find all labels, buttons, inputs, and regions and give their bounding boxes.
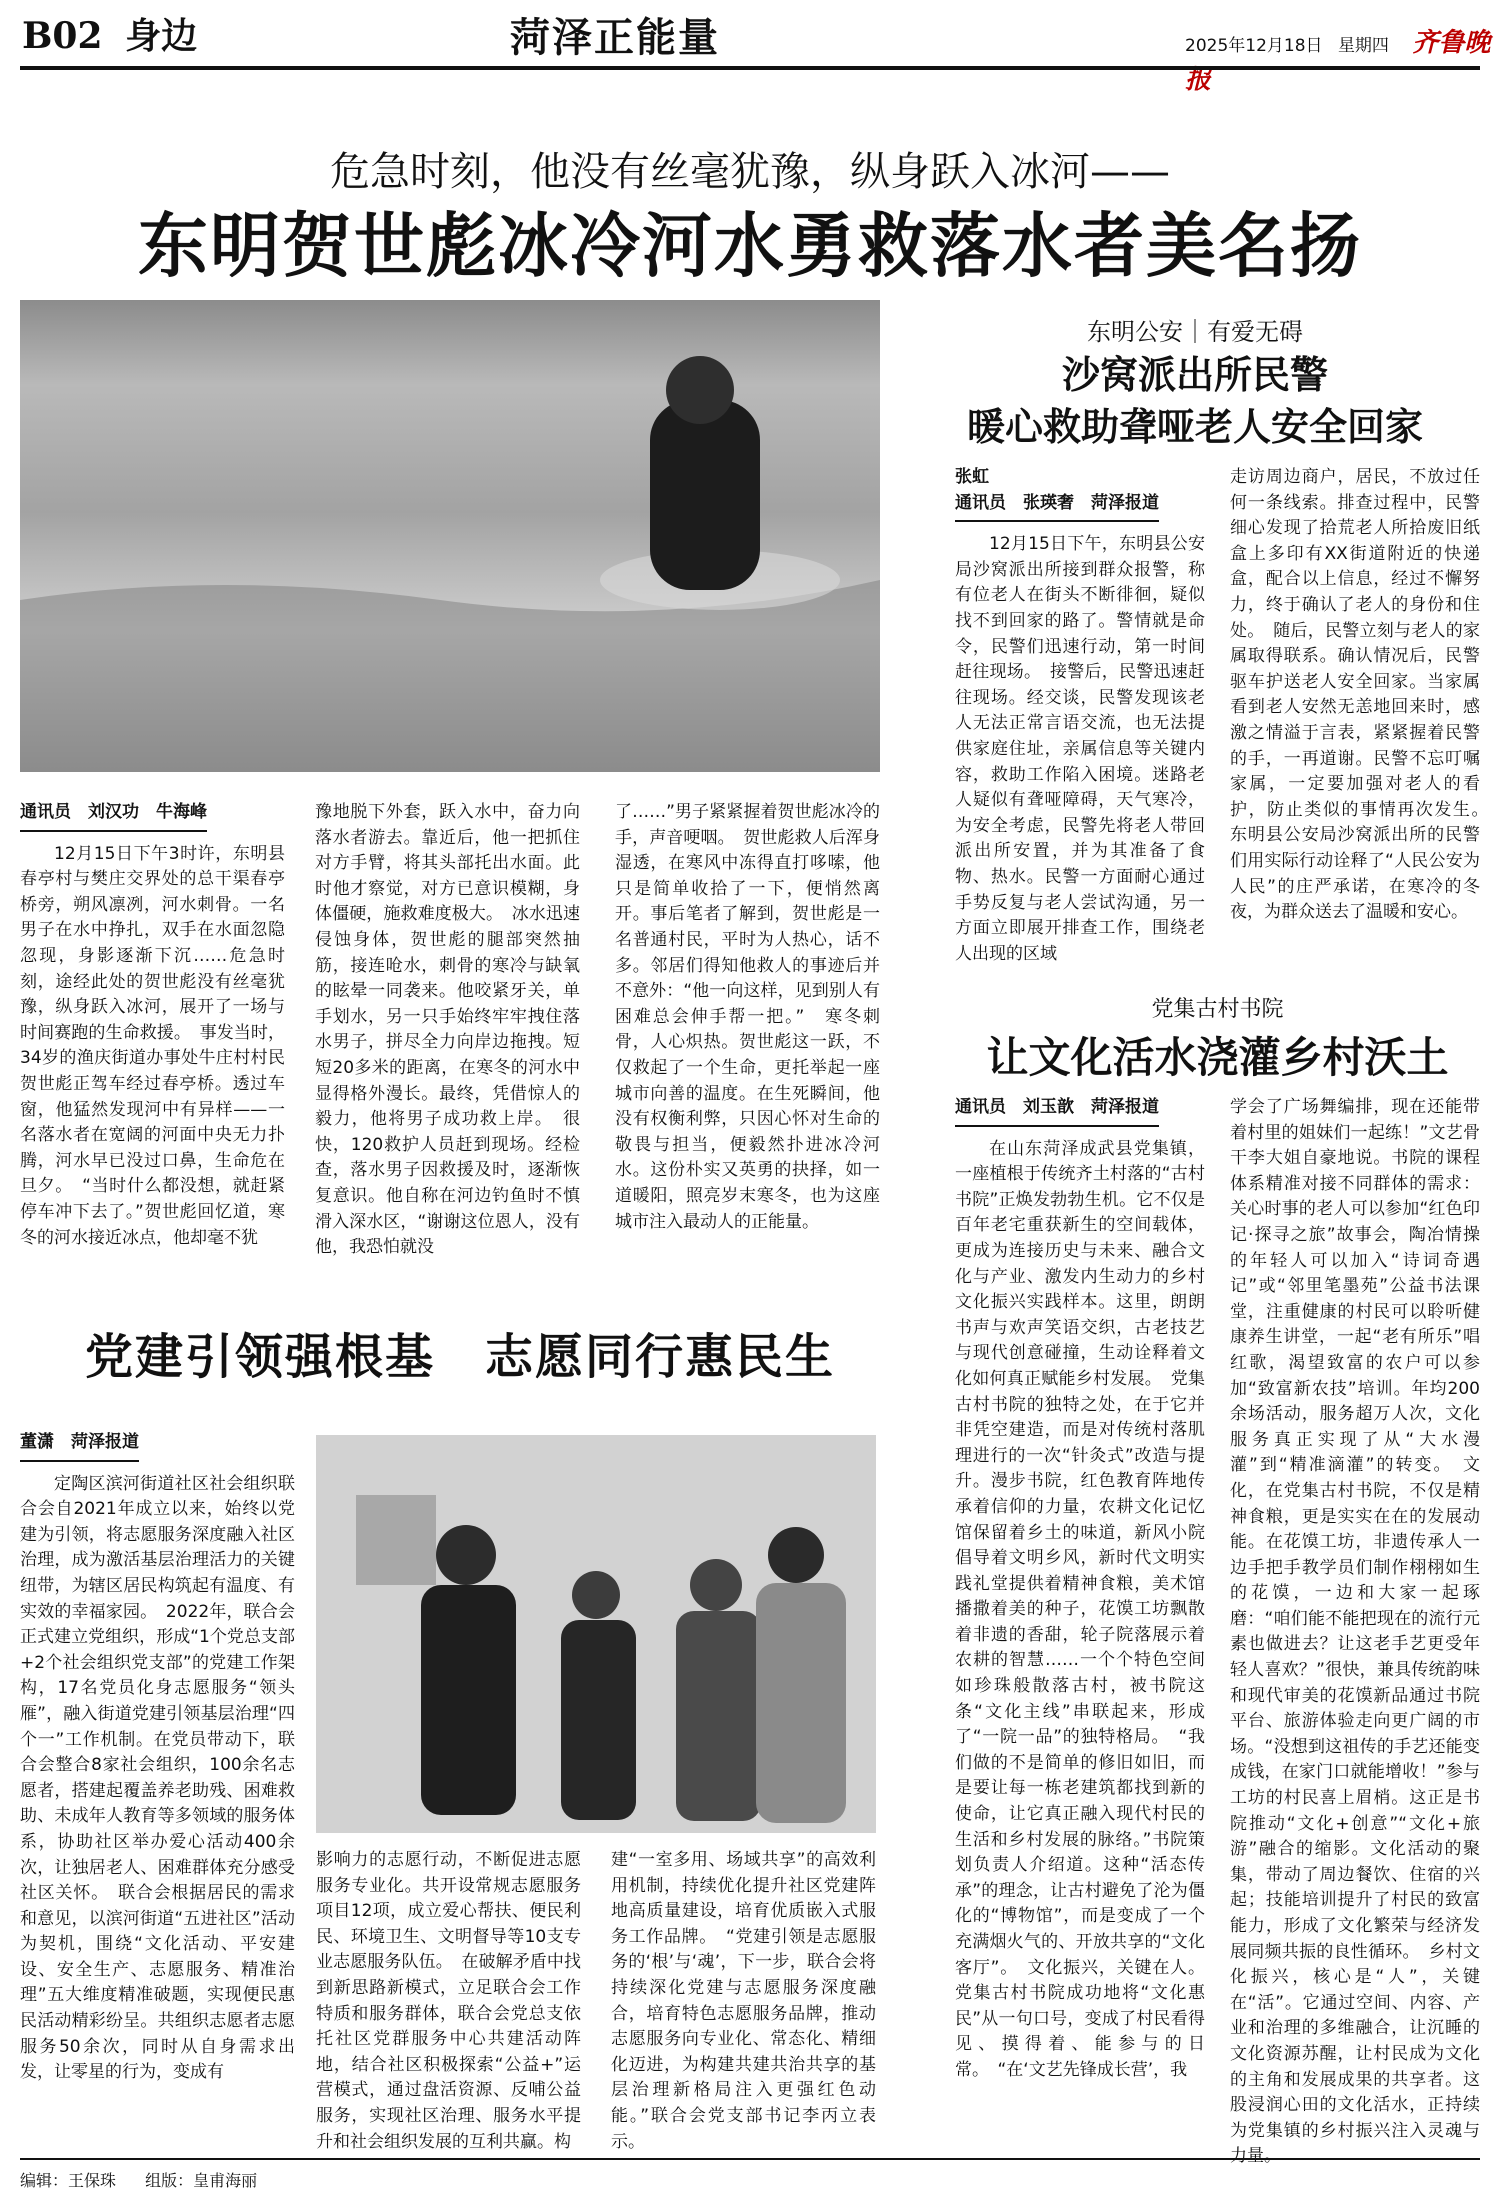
header-rule bbox=[20, 66, 1480, 70]
paper-logo: 齐鲁晚报 bbox=[1185, 28, 1491, 95]
story1-kicker: 危急时刻，他没有丝毫犹豫，纵身跃入冰河—— bbox=[330, 149, 1170, 195]
story2-text-1: 12月15日下午，东明县公安局沙窝派出所接到群众报警，称有位老人在街头不断徘徊，疑似找不到回家的路了。警情就是命令，民警们迅速行动，第一时间赶往现场。 接警后，民警迅速赶往现场。经交谈，民警发现该老人无法正常言语交流，也无法提供家庭住址，亲属信息等关键内容，救助工作陷入困境。迷路老人疑似有聋哑障碍，天气寒冷，为安全考虑，民警先将老人带回派出所安置，并为其准备了食物、热水。民警一方面耐心通过手势反复与老人尝试沟通，另一方面立即展开排查工作，围绕老人出现的区域 bbox=[955, 534, 1205, 964]
story1-text-1: 12月15日下午3时许，东明县春亭村与樊庄交界处的总干渠春亭桥旁，朔风凛冽，河水刺骨。一名男子在水中挣扎，双手在水面忽隐忽现，身影逐渐下沉……危急时刻，途经此处的贺世彪没有丝毫犹豫，纵身跃入冰河，展开了一场与时间赛跑的生命救援。 事发当时，34岁的渔庆街道办事处牛庄村村民贺世彪正驾车经过春亭桥。透过车窗，他猛然发现河中有异样——一名落水者在宽阔的河面中央无力扑腾，河水早已没过口鼻，生命危在旦夕。 “当时什么都没想，就赶紧停车冲下去了。”贺世彪回忆道，寒冬的河水接近冰点，他却毫不犹 bbox=[20, 843, 285, 1248]
story2-kicker: 东明公安｜有爱无碍 bbox=[1087, 318, 1303, 346]
story2-headline-line2: 暖心救助聋哑老人安全回家 bbox=[966, 404, 1423, 449]
layout-credit: 组版：皇甫海丽 bbox=[145, 2171, 258, 2190]
story1-headline: 东明贺世彪冰冷河水勇救落水者美名扬 bbox=[138, 204, 1362, 287]
story3-column-2 bbox=[1230, 1095, 1480, 2167]
story3-text-1: 在山东菏泽成武县党集镇，一座植根于传统齐土村落的“古村书院”正焕发勃勃生机。它不仅是百年老宅重获新生的空间载体，更成为连接历史与未来、融合文化与产业、激发内生动力的乡村文化振兴实践样本。这里，朗朗书声与欢声笑语交织，古老技艺与现代创意碰撞，生动诠释着文化如何真正赋能乡村发展。 党集古村书院的独特之处，在于它并非凭空建造，而是对传统村落肌理进行的一次“针灸式”改造与提升。漫步书院，红色教育阵地传承着信仰的力量，农耕文化记忆馆保留着乡土的味道，新风小院倡导着文明乡风，新时代文明实践礼堂提供着精神食粮，美术馆播撒着美的种子，花馍工坊飘散着非遗的香甜，轮子院落展示着农耕的智慧……一个个特色空间如珍珠般散落古村，被书院这条“文化主线”串联起来，形成了“一院一品”的独特格局。 “我们做的不是简单的修旧如旧，而是要让每一栋老建筑都找到新的使命，让它真正融入现代村民的生活和乡村发展的脉络。”书院策划负责人介绍道。这种“活态传承”的理念，让古村避免了沦为僵化的“博物馆”，而是变成了一个充满烟火气的、开放共享的“文化客厅”。 文化振兴，关键在人。党集古村书院成功地将“文化惠民”从一句口号，变成了村民看得见、摸得着、能参与的日常。 “在‘文艺先锋成长营’，我 bbox=[955, 1138, 1205, 2080]
issue-info bbox=[1185, 22, 1500, 96]
river-rescue-image bbox=[20, 300, 880, 772]
story1-column-1 bbox=[20, 800, 285, 1250]
story4-text-3: 建“一室多用、场域共享”的高效利用机制，持续优化提升社区党建阵地高质量建设，培育优质嵌入式服务工作品牌。 “党建引领是志愿服务的‘根’与‘魂’，下一步，联合会将持续深化党建与志愿服务深度融合，培育特色志愿服务品牌，推动志愿服务向专业化、常态化、精细化迈进，为构建共建共治共享的基层治理新格局注入更强红色动能。”联合会党支部书记李丙立表示。 bbox=[611, 1850, 876, 2152]
story3-byline: 通讯员 刘玉歆 菏泽报道 bbox=[955, 1095, 1159, 1127]
story4-text-2: 影响力的志愿行动，不断促进志愿服务专业化。共开设常规志愿服务项目12项，成立爱心帮扶、便民利民、环境卫生、文明督导等10支专业志愿服务队伍。 在破解矛盾中找到新思路新模式，立足联合会工作特质和服务群体，联合会党总支依托社区党群服务中心共建活动阵地，结合社区积极探索“公益+”运营模式，通过盘活资源、反哺公益服务，实现社区治理、服务水平提升和社会组织发展的互利共赢。构 bbox=[316, 1850, 581, 2152]
story1-byline: 通讯员 刘汉功 牛海峰 bbox=[20, 800, 207, 832]
page-number: B02 bbox=[22, 15, 103, 57]
section-name: 身边 bbox=[125, 15, 198, 57]
brand-title: 菏泽正能量 bbox=[510, 14, 720, 61]
story3-headline: 让文化活水浇灌乡村沃土 bbox=[986, 1033, 1449, 1082]
story1-photo bbox=[20, 300, 880, 772]
footer-credits bbox=[20, 2168, 281, 2191]
story4-headline: 党建引领强根基 志愿同行惠民生 bbox=[84, 1329, 835, 1385]
story2-text-2: 走访周边商户，居民，不放过任何一条线索。排查过程中，民警细心发现了拾荒老人所拾废旧纸盒上多印有XX街道附近的快递盒，配合以上信息，经过不懈努力，终于确认了老人的身份和住处。 随后，民警立刻与老人的家属取得联系。确认情况后，民警驱车护送老人安全回家。当家属看到老人安然无恙地回来时，感激之情溢于言表，紧紧握着民警的手，一再道谢。民警不忘叮嘱家属，一定要加强对老人的看护，防止类似的事情再次发生。 东明县公安局沙窝派出所的民警们用实际行动诠释了“人民公安为人民”的庄严承诺，在寒冷的冬夜，为群众送去了温暖和安心。 bbox=[1230, 467, 1497, 923]
story2-byline-2: 通讯员 张瑛奢 菏泽报道 bbox=[955, 491, 1159, 523]
story1-column-3 bbox=[615, 800, 880, 1250]
story3-text-2: 学会了广场舞编排，现在还能带着村里的姐妹们一起练！”文艺骨干李大姐自豪地说。书院的课程体系精准对接不同群体的需求：关心时事的老人可以参加“红色印记·探寻之旅”故事会，陶冶情操的年轻人可以加入“诗词奇遇记”或“邻里笔墨苑”公益书法课堂，注重健康的村民可以聆听健康养生讲堂，一起“老有所乐”唱红歌，渴望致富的农户可以参加“致富新农技”培训。年均200余场活动，服务超万人次，文化服务真正实现了从“大水漫灌”到“精准滴灌”的转变。 文化，在党集古村书院，不仅是精神食粮，更是实实在在的发展动能。在花馍工坊，非遗传承人一边手把手教学员们制作栩栩如生的花馍，一边和大家一起琢磨：“咱们能不能把现在的流行元素也做进去？让这老手艺更受年轻人喜欢？”很快，兼具传统韵味和现代审美的花馍新品通过书院平台、旅游体验走向更广阔的市场。“没想到这祖传的手艺还能变成钱，在家门口就能增收！”参与工坊的村民喜上眉梢。这正是书院推动“文化+创意”“文化+旅游”融合的缩影。文化活动的聚集，带动了周边餐饮、住宿的兴起；技能培训提升了村民的致富能力，形成了文化繁荣与经济发展同频共振的良性循环。 乡村文化振兴，核心是“人”，关键在“活”。它通过空间、内容、产业和治理的多维融合，让沉睡的文化资源苏醒，让村民成为文化的主角和发展成果的共享者。这股浸润心田的文化活水，正持续为党集镇的乡村振兴注入灵魂与力量。 bbox=[1230, 1097, 1480, 2167]
story4-column-3 bbox=[611, 1848, 876, 2153]
issue-date: 2025年12月18日 bbox=[1185, 36, 1323, 56]
story1-text-3: 了……”男子紧紧握着贺世彪冰冷的手，声音哽咽。 贺世彪救人后浑身湿透，在寒风中冻得直打哆嗦，他只是简单收拾了一下，便悄然离开。事后笔者了解到，贺世彪是一名普通村民，平时为人热心，话不多。邻居们得知他救人的事迹后并不意外：“他一向这样，见到别人有困难总会伸手帮一把。” 寒冬刺骨，人心炽热。贺世彪这一跃，不仅救起了一个生命，更托举起一座城市向善的温度。在生死瞬间，他没有权衡利弊，只因心怀对生命的敬畏与担当，便毅然扑进冰冷河水。这份朴实又英勇的抉择，如一道暖阳，照亮岁末寒冬，也为这座城市注入最动人的正能量。 bbox=[615, 802, 880, 1232]
issue-weekday: 星期四 bbox=[1337, 36, 1389, 56]
story3-kicker: 党集古村书院 bbox=[1151, 997, 1284, 1022]
story2-headline-line1: 沙窝派出所民警 bbox=[1061, 352, 1328, 397]
story2-byline-1: 张虹 bbox=[955, 467, 989, 487]
story4-text-1: 定陶区滨河街道社区社会组织联合会自2021年成立以来，始终以党建为引领，将志愿服务深度融入社区治理，成为激活基层治理活力的关键纽带，为辖区居民构筑起有温度、有实效的幸福家园。 2022年，联合会正式建立党组织，形成“1个党总支部+2个社会组织党支部”的党建工作架构，17名党员化身志愿服务“领头雁”，融入街道党建引领基层治理“四个一”工作机制。在党员带动下，联合会整合8家社会组织，100余名志愿者，搭建起覆盖养老助残、困难救助、未成年人教育等多领域的服务体系，协助社区举办爱心活动400余次，让独居老人、困难群体充分感受社区关怀。 联合会根据居民的需求和意见，以滨河街道“五进社区”活动为契机，围绕“文化活动、平安建设、安全生产、志愿服务、精准治理”五大维度精准破题，实现便民惠民活动精彩纷呈。共组织志愿者志愿服务50余次，同时从自身需求出发，让零星的行为，变成有 bbox=[20, 1473, 295, 2083]
story1-text-2: 豫地脱下外套，跃入水中，奋力向落水者游去。靠近后，他一把抓住对方手臂，将其头部托出水面。此时他才察觉，对方已意识模糊，身体僵硬，施救难度极大。 冰水迅速侵蚀身体，贺世彪的腿部突然抽筋，接连呛水，刺骨的寒冷与缺氧的眩晕一同袭来。他咬紧牙关，单手划水，另一只手始终牢牢拽住落水男子，拼尽全力向岸边拖拽。短短20多米的距离，在寒冬的河水中显得格外漫长。最终，凭借惊人的毅力，他将男子成功救上岸。 很快，120救护人员赶到现场。经检查，落水男子因救援及时，逐渐恢复意识。他自称在河边钓鱼时不慎滑入深水区，“谢谢这位恩人，没有他，我恐怕就没 bbox=[315, 802, 580, 1258]
page-section-label bbox=[22, 8, 197, 59]
story2-column-2 bbox=[1230, 465, 1497, 940]
story1-column-2 bbox=[315, 800, 580, 1258]
footer-rule bbox=[20, 2158, 1480, 2160]
story2-column-1 bbox=[955, 465, 1205, 964]
story4-column-2 bbox=[316, 1848, 581, 2153]
volunteers-image bbox=[316, 1435, 876, 1833]
story4-photo bbox=[316, 1435, 876, 1833]
story4-byline: 董潇 菏泽报道 bbox=[20, 1430, 139, 1462]
story4-column-1 bbox=[20, 1430, 295, 2155]
story3-column-1 bbox=[955, 1095, 1205, 2155]
editor-credit: 编辑：王保珠 bbox=[20, 2171, 117, 2190]
